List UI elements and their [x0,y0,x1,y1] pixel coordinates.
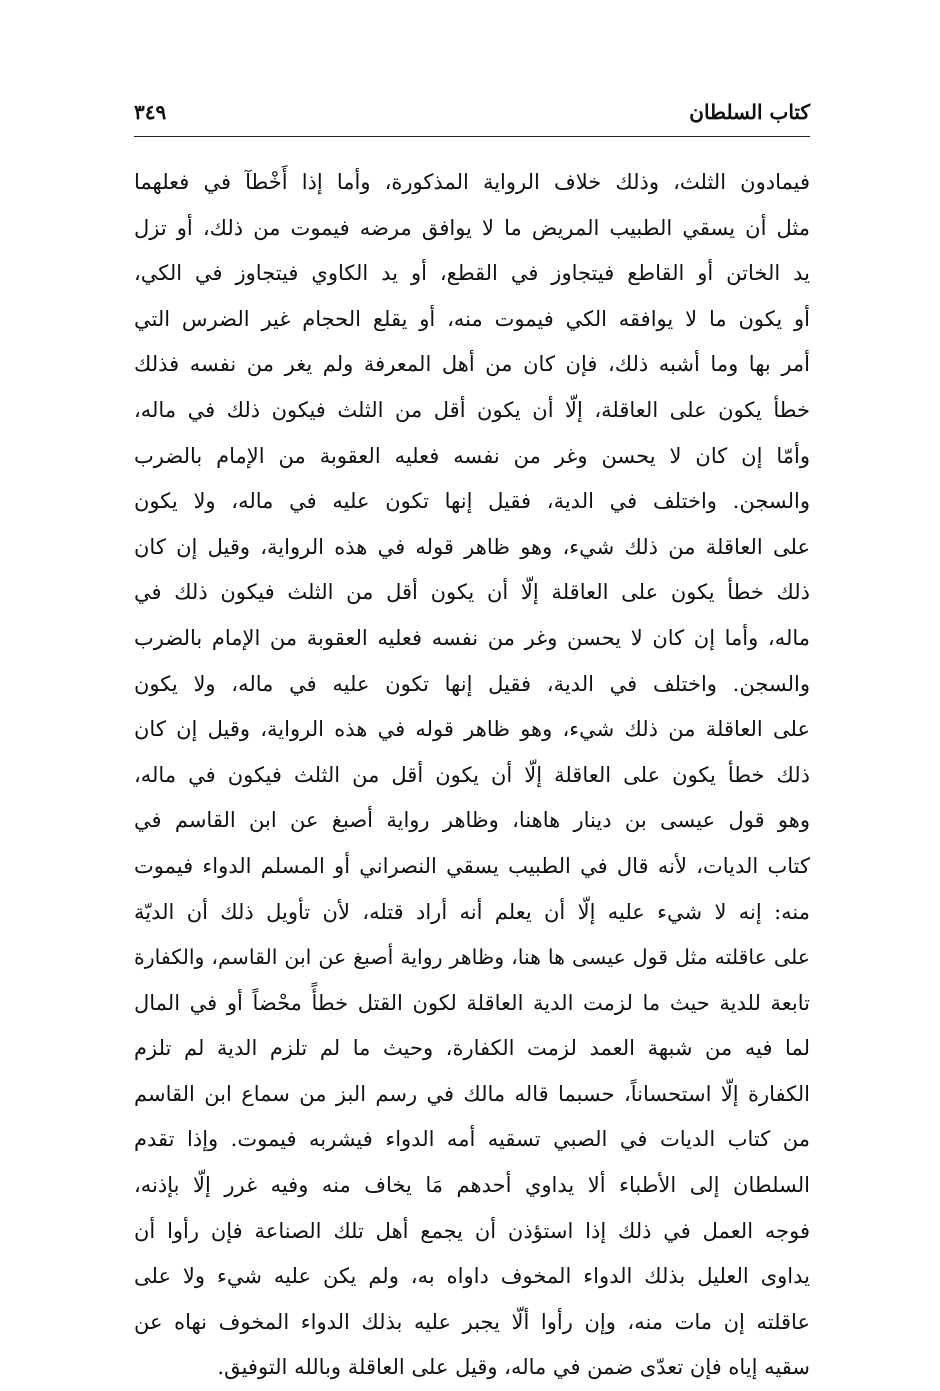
text-line: على عاقلته مثل قول عيسى ها هنا، وظاهر رواية أصبغ عن ابن القاسم، والكفارة [134,945,810,970]
text-line: والسجن. واختلف في الدية، فقيل إنها تكون عليه في ماله، ولا يكون [134,489,810,514]
text-line: خطأ يكون على العاقلة، إلّا أن يكون أقل من الثلث فيكون ذلك في ماله، [134,397,810,422]
text-line: عاقلته إن مات منه، وإن رأوا ألّا يجبر عليه بذلك الدواء المخوف نهاه عن [134,1309,810,1334]
page-number: ٣٤٩ [134,100,167,124]
text-line: السلطان إلى الأطباء ألا يداوي أحدهم مَا يخاف منه وفيه غرر إلّا بإذنه، [134,1173,810,1198]
text-line: على العاقلة من ذلك شيء، وهو ظاهر قوله في هذه الرواية، وقيل إن كان [134,717,810,742]
text-line: الكفارة إلّا استحساناً، حسبما قاله مالك في رسم البز من سماع ابن القاسم [134,1081,810,1106]
text-line: يداوى العليل بذلك الدواء المخوف داواه به، ولم يكن عليه شيء ولا على [134,1264,810,1289]
text-line: ذلك خطأ يكون على العاقلة إلّا أن يكون أقل من الثلث فيكون في ماله، [134,762,810,787]
body-text [134,160,810,1391]
text-line: مثل أن يسقي الطبيب المريض ما لا يوافق مرضه فيموت من ذلك، أو تزل [134,215,810,240]
text-line: كتاب الديات، لأنه قال في الطبيب يسقي النصراني أو المسلم الدواء فيموت [134,853,810,878]
text-line: والسجن. واختلف في الدية، فقيل إنها تكون عليه في ماله، ولا يكون [134,671,810,696]
text-line: لما فيه من شبهة العمد لزمت الكفارة، وحيث ما لم تلزم الدية لم تلزم [134,1036,810,1061]
text-line: ماله، وأما إن كان لا يحسن وغر من نفسه فعليه العقوبة من الإمام بالضرب [134,625,810,650]
header-rule [134,136,810,137]
text-line: أو يكون ما لا يوافقه الكي فيموت منه، أو يقلع الحجام غير الضرس التي [134,306,810,331]
text-line: فوجه العمل في ذلك إذا استؤذن أن يجمع أهل تلك الصناعة فإن رأوا أن [134,1218,810,1243]
text-line: منه: إنه لا شيء عليه إلّا أن يعلم أنه أراد قتله، لأن تأويل ذلك أن الديّة [134,899,810,924]
text-line: يد الخاتن أو القاطع فيتجاوز في القطع، أو يد الكاوي فيتجاوز في الكي، [134,261,810,286]
running-title: كتاب السلطان [689,100,810,124]
text-line: أمر بها وما أشبه ذلك، فإن كان من أهل المعرفة ولم يغر من نفسه فذلك [134,352,810,377]
text-line: فيمادون الثلث، وذلك خلاف الرواية المذكورة، وأما إذا أَخْطآ في فعلهما [134,170,810,194]
text-line: ذلك خطأ يكون على العاقلة إلّا أن يكون أقل من الثلث فيكون ذلك في [134,580,810,605]
text-line: على العاقلة من ذلك شيء، وهو ظاهر قوله في هذه الرواية، وقيل إن كان [134,534,810,559]
text-line: وأمّا إن كان لا يحسن وغر من نفسه فعليه العقوبة من الإمام بالضرب [134,443,810,468]
text-line: وهو قول عيسى بن دينار هاهنا، وظاهر رواية أصبغ عن ابن القاسم في [134,808,810,833]
text-line: من كتاب الديات في الصبي تسقيه أمه الدواء فيشربه فيموت. وإذا تقدم [134,1127,810,1152]
text-line: تابعة للدية حيث ما لزمت الدية العاقلة لكون القتل خطأً محْضاً أو في المال [134,990,810,1015]
running-head [134,98,810,134]
text-line-last: سقيه إياه فإن تعدّى ضمن في ماله، وقيل على العاقلة وبالله التوفيق. [217,1355,810,1380]
